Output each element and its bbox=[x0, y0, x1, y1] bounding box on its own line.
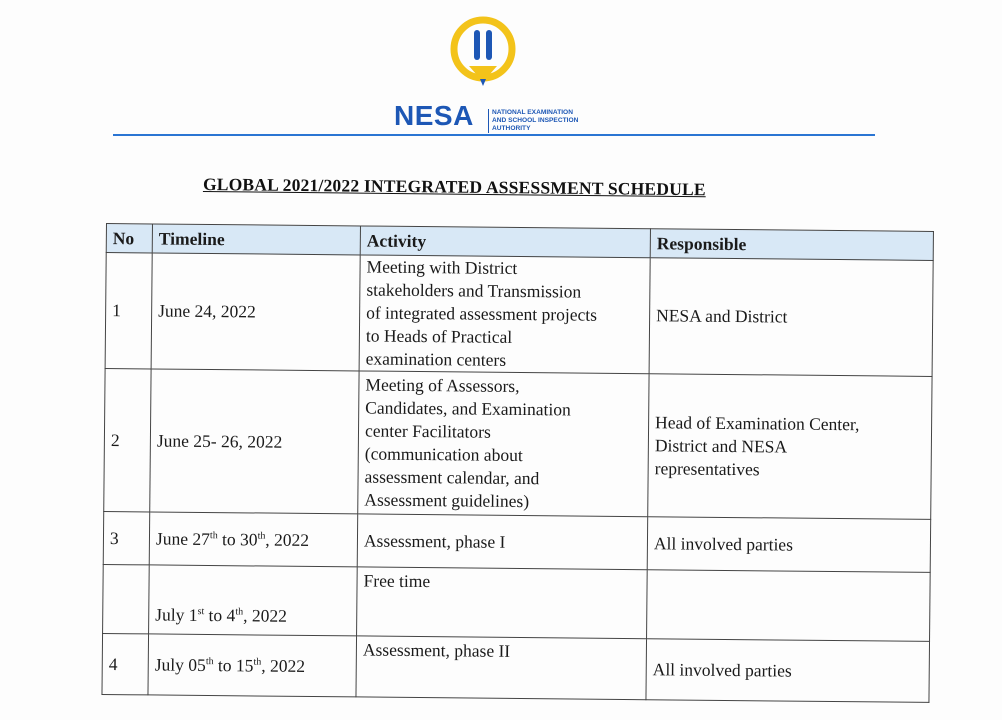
logo-subtitle-line: AUTHORITY bbox=[492, 125, 531, 132]
row-activity bbox=[359, 255, 650, 374]
responsible-line: NESA and District bbox=[656, 305, 788, 327]
responsible-line: representatives bbox=[654, 457, 760, 479]
row-timeline bbox=[149, 565, 358, 636]
table-row bbox=[102, 633, 930, 702]
timeline-text: , 2022 bbox=[243, 605, 287, 626]
activity-line: Meeting with District bbox=[366, 256, 518, 278]
activity-line: (communication about bbox=[364, 443, 523, 466]
header-timeline: Timeline bbox=[152, 224, 360, 255]
ordinal-suffix: th bbox=[257, 530, 266, 542]
header-divider bbox=[113, 134, 875, 136]
header-no: No bbox=[106, 224, 152, 253]
nesa-logo bbox=[392, 14, 622, 136]
schedule-table bbox=[101, 223, 933, 703]
activity-line: Assessment, phase II bbox=[362, 639, 511, 661]
timeline-text: to 30 bbox=[217, 528, 258, 549]
header-activity: Activity bbox=[360, 226, 650, 258]
row-activity bbox=[356, 636, 647, 700]
activity-line: to Heads of Practical bbox=[365, 325, 513, 347]
activity-line: Assessment, phase I bbox=[363, 529, 506, 552]
activity-line: assessment calendar, and bbox=[364, 466, 540, 489]
row-activity bbox=[357, 514, 647, 570]
row-responsible bbox=[647, 570, 931, 642]
logo-subtitle-line: NATIONAL EXAMINATION bbox=[492, 109, 573, 116]
timeline-text: July 05 bbox=[154, 653, 206, 675]
activity-line: Assessment guidelines) bbox=[364, 489, 530, 512]
table-row bbox=[104, 368, 932, 519]
row-activity bbox=[358, 371, 649, 517]
activity-line: examination centers bbox=[365, 348, 507, 370]
row-timeline bbox=[148, 634, 357, 697]
responsible-line: All involved parties bbox=[652, 658, 792, 681]
activity-line: Candidates, and Examination bbox=[365, 397, 571, 420]
row-number: 2 bbox=[104, 368, 151, 511]
activity-line: center Facilitators bbox=[364, 420, 491, 442]
table-row bbox=[103, 511, 930, 572]
timeline-text: June 27 bbox=[155, 527, 211, 549]
row-number: 3 bbox=[103, 511, 150, 564]
document-title: GLOBAL 2021/2022 INTEGRATED ASSESSMENT SCHEDULE bbox=[202, 174, 706, 200]
activity-line: Meeting of Assessors, bbox=[365, 374, 520, 396]
ordinal-suffix: th bbox=[253, 656, 262, 668]
ordinal-suffix: th bbox=[235, 606, 244, 618]
activity-line: stakeholders and Transmission bbox=[366, 279, 582, 302]
table-row bbox=[103, 564, 931, 641]
responsible-line: Head of Examination Center, bbox=[655, 411, 860, 434]
ordinal-suffix: th bbox=[205, 655, 214, 667]
schedule-table-wrapper bbox=[101, 223, 932, 703]
table-row bbox=[105, 253, 933, 377]
row-number: 1 bbox=[105, 253, 152, 369]
activity-line: of integrated assessment projects bbox=[366, 302, 598, 325]
row-responsible bbox=[646, 639, 930, 703]
row-timeline: June 24, 2022 bbox=[151, 253, 360, 371]
timeline-text: , 2022 bbox=[265, 529, 310, 550]
timeline-text: , 2022 bbox=[261, 655, 306, 676]
row-responsible bbox=[648, 374, 932, 520]
logo-subtitle bbox=[488, 109, 602, 133]
activity-line: Free time bbox=[363, 570, 431, 592]
timeline-text: July 1 bbox=[155, 604, 198, 625]
timeline-text: to 4 bbox=[204, 604, 236, 626]
row-number: 4 bbox=[102, 633, 149, 694]
ordinal-suffix: th bbox=[209, 529, 218, 541]
row-responsible bbox=[649, 258, 933, 377]
responsible-line: District and NESA bbox=[654, 434, 788, 457]
row-timeline bbox=[149, 512, 357, 567]
row-activity bbox=[357, 567, 648, 639]
header-responsible: Responsible bbox=[650, 229, 933, 261]
timeline-text: to 15 bbox=[213, 654, 254, 675]
logo-wordmark: NESA bbox=[394, 100, 474, 131]
logo-subtitle-line: AND SCHOOL INSPECTION bbox=[492, 117, 579, 124]
row-responsible bbox=[647, 517, 930, 573]
ordinal-suffix: st bbox=[197, 606, 205, 618]
responsible-line: All involved parties bbox=[653, 532, 794, 555]
pencil-logo-icon bbox=[447, 16, 519, 88]
row-number bbox=[103, 564, 150, 633]
row-timeline: June 25- 26, 2022 bbox=[150, 369, 359, 514]
